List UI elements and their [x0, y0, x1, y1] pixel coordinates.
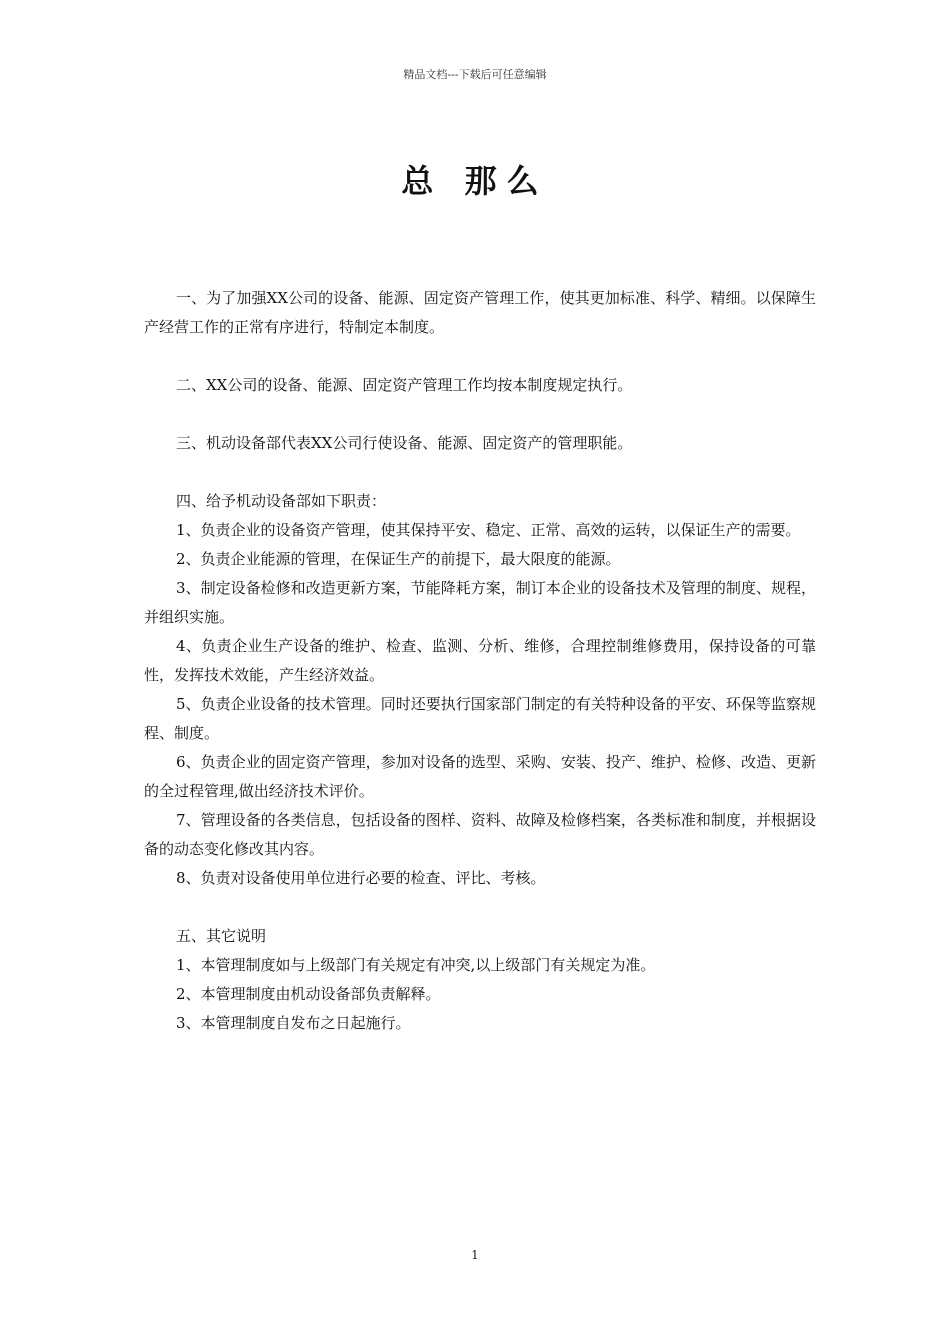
paragraph-spacer — [144, 458, 816, 487]
section-4-item: 3、制定设备检修和改造更新方案，节能降耗方案，制订本企业的设备技术及管理的制度、规程，并组织实施。 — [144, 579, 816, 626]
paragraph-spacer — [144, 893, 816, 922]
section-4-item: 8、负责对设备使用单位进行必要的检查、评比、考核。 — [176, 869, 546, 887]
section-4-item: 4、负责企业生产设备的维护、检查、监测、分析、维修，合理控制维修费用，保持设备的可靠性，发挥技术效能，产生经济效益。 — [144, 637, 816, 684]
section-4-item: 7、管理设备的各类信息，包括设备的图样、资料、故障及检修档案，各类标准和制度，并根据设备的动态变化修改其内容。 — [144, 811, 816, 858]
document-title: 总 那么 — [401, 162, 549, 200]
paragraph-spacer — [144, 400, 816, 429]
section-4-item: 1、负责企业的设备资产管理，使其保持平安、稳定、正常、高效的运转，以保证生产的需要。 — [176, 521, 801, 539]
document-body — [144, 284, 816, 1038]
paragraph-spacer — [144, 342, 816, 371]
page-number: 1 — [471, 1248, 479, 1262]
section-5-item: 3、本管理制度自发布之日起施行。 — [176, 1014, 411, 1032]
section-1-paragraph: 一、为了加强XX公司的设备、能源、固定资产管理工作，使其更加标准、科学、精细。以保障生产经营工作的正常有序进行，特制定本制度。 — [144, 289, 816, 336]
section-2-paragraph: 二、XX公司的设备、能源、固定资产管理工作均按本制度规定执行。 — [176, 376, 633, 394]
section-5-heading: 五、其它说明 — [176, 927, 267, 945]
section-4-item: 6、负责企业的固定资产管理，参加对设备的选型、采购、安装、投产、维护、检修、改造、更新的全过程管理,做出经济技术评价。 — [144, 753, 816, 800]
section-4-item: 2、负责企业能源的管理，在保证生产的前提下，最大限度的能源。 — [176, 550, 621, 568]
section-5-item: 2、本管理制度由机动设备部负责解释。 — [176, 985, 441, 1003]
section-3-paragraph: 三、机动设备部代表XX公司行使设备、能源、固定资产的管理职能。 — [176, 434, 633, 452]
section-4-heading: 四、给予机动设备部如下职责： — [176, 492, 387, 510]
section-4-item: 5、负责企业设备的技术管理。同时还要执行国家部门制定的有关特种设备的平安、环保等监察规程、制度。 — [144, 695, 816, 742]
section-5-item: 1、本管理制度如与上级部门有关规定有冲突,以上级部门有关规定为准。 — [176, 956, 656, 974]
page-header: 精品文档---下载后可任意编辑 — [403, 68, 547, 81]
